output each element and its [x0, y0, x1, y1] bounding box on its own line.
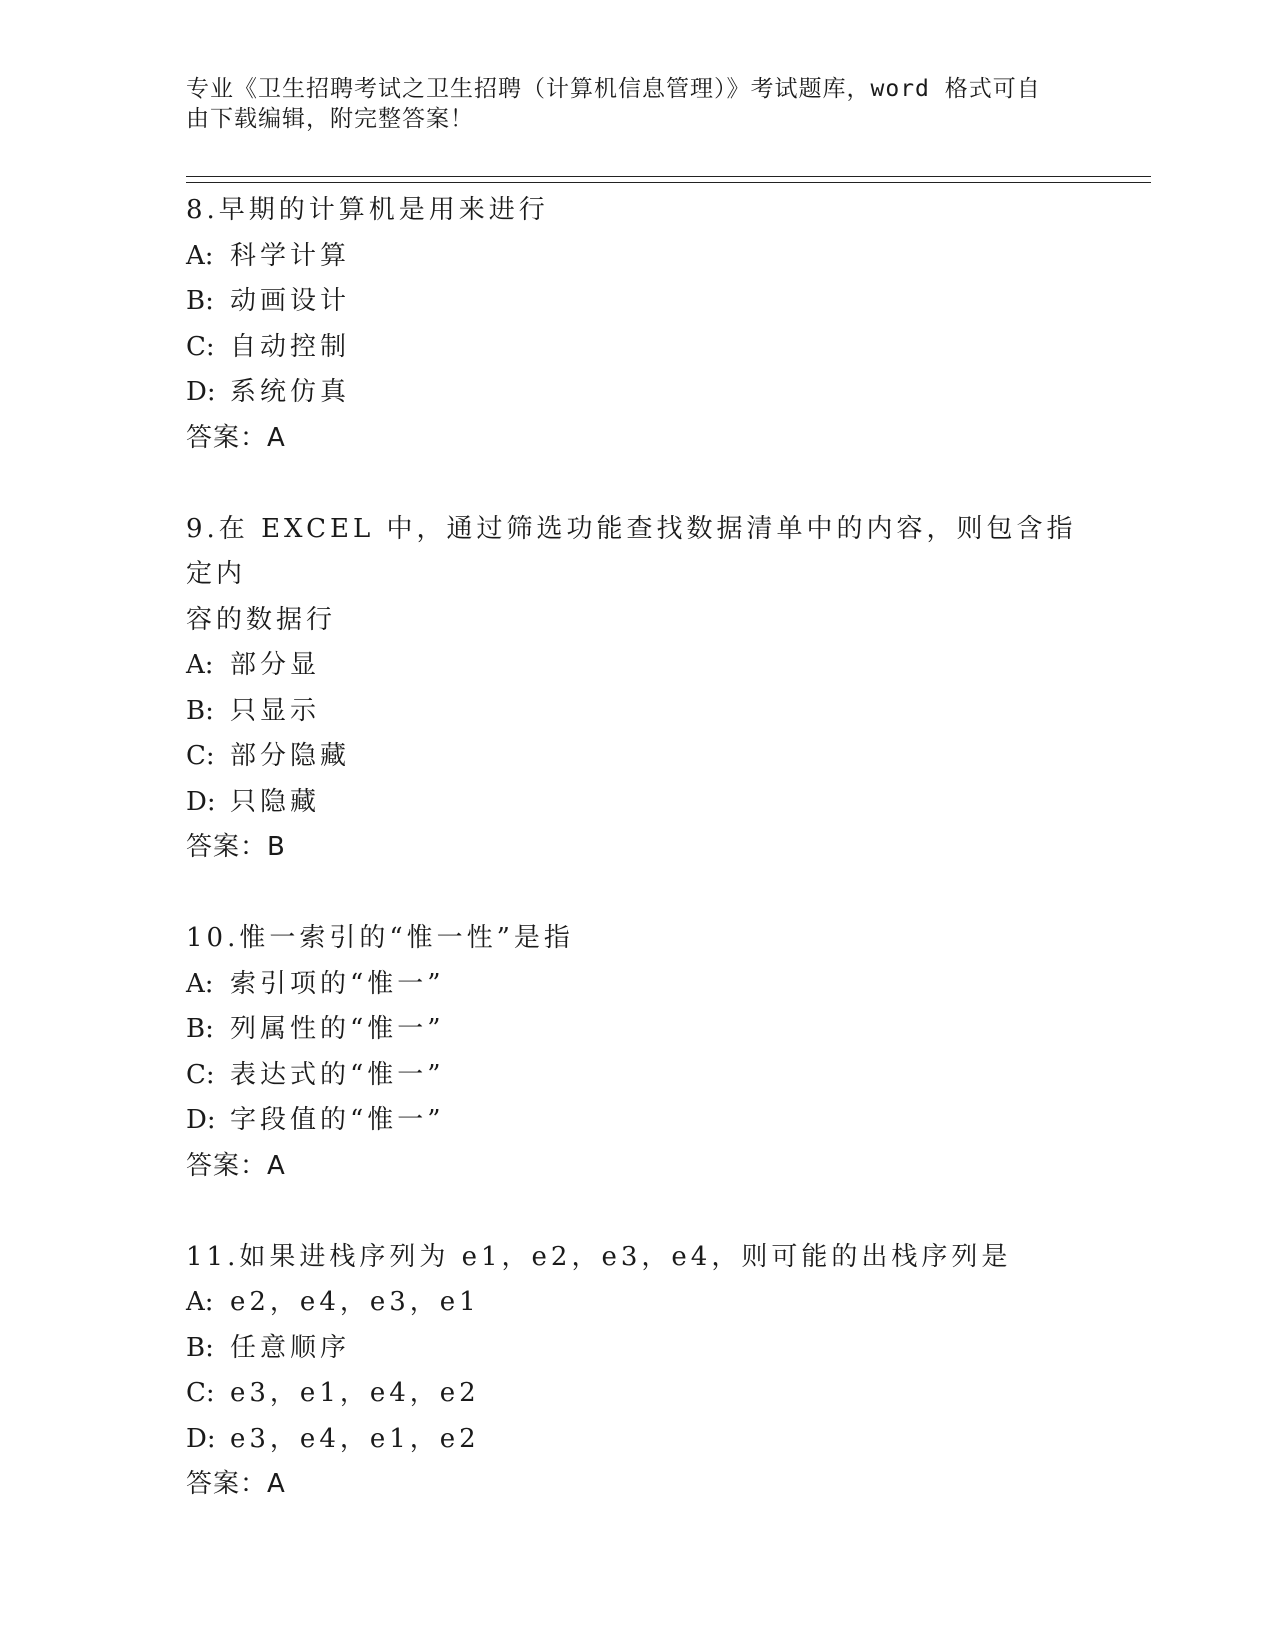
option-text: 只显示	[230, 695, 321, 726]
option-c	[186, 734, 1106, 780]
option-text: 字段值的“惟一”	[230, 1105, 445, 1135]
option-letter: B:	[186, 286, 214, 316]
option-letter: A:	[186, 968, 214, 999]
document-header	[186, 74, 1066, 134]
option-letter: A:	[186, 240, 214, 271]
option-text: 任意顺序	[230, 1332, 351, 1363]
option-text: 表达式的“惟一”	[230, 1059, 445, 1090]
question-9	[186, 507, 1106, 871]
option-letter: D:	[186, 377, 216, 407]
question-10	[186, 916, 1106, 1189]
option-letter: D:	[186, 786, 216, 817]
answer-line: 答案：B	[186, 832, 286, 862]
option-letter: B:	[186, 1332, 214, 1363]
question-stem: 8.早期的计算机是用来进行	[186, 195, 549, 225]
option-text: 科学计算	[230, 240, 351, 271]
option-text: 动画设计	[230, 286, 351, 316]
option-letter: D:	[186, 1105, 216, 1135]
answer-line: 答案：A	[186, 1150, 286, 1181]
header-divider-top	[186, 176, 1151, 177]
option-text: 部分隐藏	[230, 741, 351, 771]
option-c	[186, 1053, 1106, 1099]
option-text: 系统仿真	[230, 377, 351, 407]
option-letter: C:	[186, 331, 215, 362]
option-letter: C:	[186, 741, 215, 771]
question-list	[186, 188, 1106, 1508]
answer-line: 答案：A	[186, 1469, 286, 1499]
question-spacer	[186, 1189, 1106, 1235]
option-letter: B:	[186, 1014, 214, 1044]
option-c	[186, 1371, 1106, 1417]
option-b	[186, 279, 1106, 325]
option-d	[186, 1417, 1106, 1463]
option-text: 自动控制	[230, 331, 351, 362]
option-text: 列属性的“惟一”	[230, 1014, 445, 1044]
option-text: 索引项的“惟一”	[230, 968, 445, 999]
question-11	[186, 1235, 1106, 1508]
option-letter: C:	[186, 1059, 215, 1090]
option-letter: A:	[186, 650, 214, 680]
option-a	[186, 1280, 1106, 1326]
option-letter: C:	[186, 1378, 215, 1408]
option-text: 部分显	[230, 650, 321, 680]
option-b	[186, 1326, 1106, 1372]
question-stem-continued: 容的数据行	[186, 604, 337, 635]
question-spacer	[186, 461, 1106, 507]
option-d	[186, 780, 1106, 826]
question-8	[186, 188, 1106, 461]
question-spacer	[186, 871, 1106, 917]
option-text: e3，e4，e1，e2	[230, 1423, 480, 1454]
option-d	[186, 1098, 1106, 1144]
option-b	[186, 689, 1106, 735]
header-line-1: 专业《卫生招聘考试之卫生招聘（计算机信息管理）》考试题库，word 格式可自	[186, 76, 1041, 102]
option-a	[186, 234, 1106, 280]
header-divider-bottom	[186, 182, 1151, 183]
option-a	[186, 962, 1106, 1008]
option-d	[186, 370, 1106, 416]
question-stem: 11.如果进栈序列为 e1，e2，e3，e4，则可能的出栈序列是	[186, 1241, 1012, 1272]
option-text: e2，e4，e3，e1	[230, 1287, 480, 1317]
answer-line: 答案：A	[186, 422, 286, 453]
question-stem: 9.在 EXCEL 中，通过筛选功能查找数据清单中的内容，则包含指定内	[186, 513, 1077, 589]
option-b	[186, 1007, 1106, 1053]
option-letter: D:	[186, 1423, 216, 1454]
question-stem: 10.惟一索引的“惟一性”是指	[186, 923, 574, 953]
option-text: 只隐藏	[230, 786, 321, 817]
option-letter: A:	[186, 1287, 214, 1317]
option-c	[186, 325, 1106, 371]
header-line-2: 由下载编辑，附完整答案！	[186, 106, 474, 132]
option-text: e3，e1，e4，e2	[230, 1378, 480, 1408]
option-letter: B:	[186, 695, 214, 726]
option-a	[186, 643, 1106, 689]
